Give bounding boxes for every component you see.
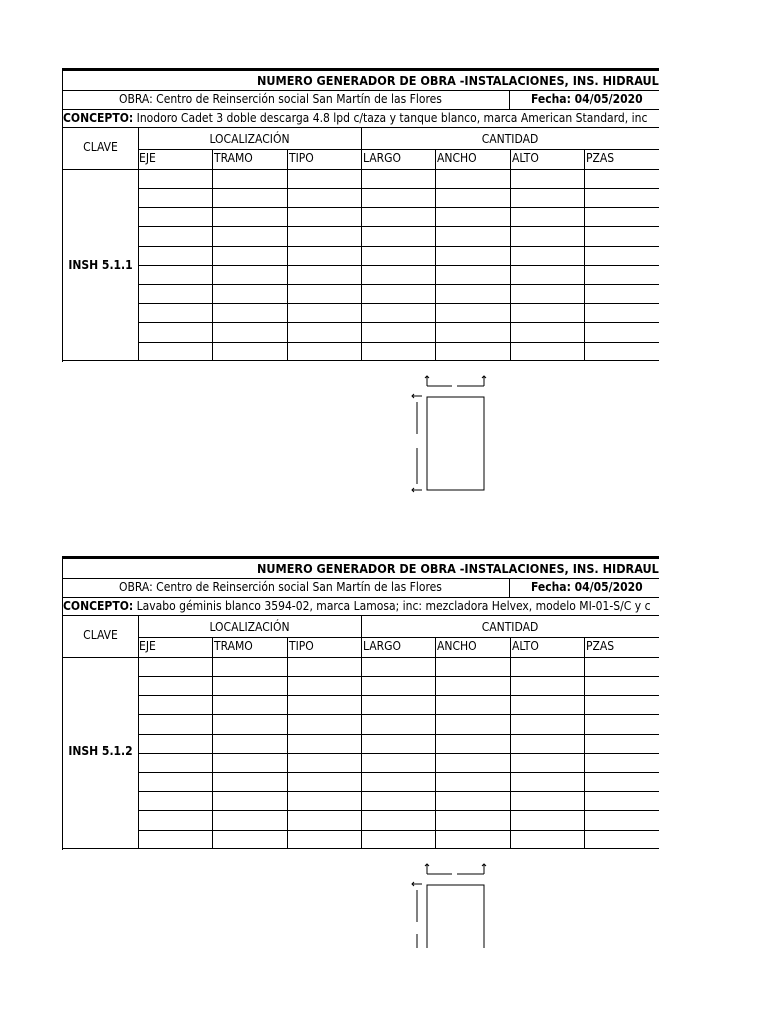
row-divider: [138, 284, 659, 285]
row-divider: [138, 772, 659, 773]
clave-header: CLAVE: [83, 140, 118, 154]
clave-value: INSH 5.1.2: [68, 744, 133, 758]
column-header-alto: ALTO: [512, 151, 539, 165]
row-divider: [63, 169, 659, 170]
localizacion-header: LOCALIZACIÓN: [209, 620, 290, 634]
fixture-outline: [427, 397, 484, 490]
col-divider: [212, 149, 213, 361]
obra-row: [63, 91, 659, 110]
concepto-text: Lavabo géminis blanco 3594-02, marca Lamosa; inc: mezcladora Helvex, modelo MI-01-S/C y c: [133, 599, 651, 613]
row-divider: [138, 734, 659, 735]
row-divider: [138, 303, 659, 304]
concepto-label: CONCEPTO:: [63, 599, 134, 613]
row-divider: [138, 676, 659, 677]
column-header-pzas: PZAS: [586, 151, 615, 165]
row-divider: [138, 322, 659, 323]
generator-sheet-1: [62, 68, 659, 362]
concepto-row: [63, 110, 659, 128]
column-header-tipo: TIPO: [289, 639, 314, 653]
column-header-eje: EJE: [139, 639, 156, 653]
col-divider: [361, 616, 362, 849]
row-divider: [138, 714, 659, 715]
concepto-text: Inodoro Cadet 3 doble descarga 4.8 lpd c/taza y tanque blanco, marca American Standard, inc: [133, 111, 648, 125]
column-header-pzas: PZAS: [586, 639, 615, 653]
fixture-outline: [427, 885, 484, 948]
col-divider: [510, 149, 511, 361]
column-header-largo: LARGO: [363, 639, 402, 653]
clave-value: INSH 5.1.1: [68, 258, 133, 272]
col-divider: [584, 637, 585, 849]
col-divider: [510, 637, 511, 849]
column-header-tipo: TIPO: [289, 151, 314, 165]
obra-label: OBRA: Centro de Reinserción social San Martín de las Flores: [119, 580, 442, 594]
cantidad-header: CANTIDAD: [481, 620, 539, 634]
col-divider: [584, 149, 585, 361]
row-divider: [138, 265, 659, 266]
row-divider: [63, 657, 659, 658]
row-divider: [138, 342, 659, 343]
cell-divider: [509, 579, 510, 598]
col-divider: [361, 128, 362, 361]
row-divider: [138, 810, 659, 811]
column-header-alto: ALTO: [512, 639, 539, 653]
col-divider: [287, 149, 288, 361]
column-header-ancho: ANCHO: [437, 639, 477, 653]
localizacion-header: LOCALIZACIÓN: [209, 132, 290, 146]
row-divider: [138, 830, 659, 831]
sheet-title: NUMERO GENERADOR DE OBRA -INSTALACIONES, INS. HIDRAUL: [63, 559, 659, 579]
row-divider: [138, 226, 659, 227]
row-divider: [138, 695, 659, 696]
obra-row: [63, 579, 659, 598]
column-header-ancho: ANCHO: [437, 151, 477, 165]
column-header-largo: LARGO: [363, 151, 402, 165]
concepto-label: CONCEPTO:: [63, 111, 134, 125]
col-divider: [212, 637, 213, 849]
row-divider: [138, 791, 659, 792]
obra-label: OBRA: Centro de Reinserción social San Martín de las Flores: [119, 92, 442, 106]
cantidad-header: CANTIDAD: [481, 132, 539, 146]
arrow-icon: [412, 394, 414, 492]
col-divider: [435, 149, 436, 361]
cell-divider: [509, 91, 510, 110]
column-header-tramo: TRAMO: [214, 151, 253, 165]
concepto-row: [63, 598, 659, 616]
sheet-title: NUMERO GENERADOR DE OBRA -INSTALACIONES, INS. HIDRAUL: [63, 71, 659, 91]
fecha-label: Fecha: 04/05/2020: [531, 580, 643, 594]
quantity-table: [63, 616, 659, 849]
arrow-icon: [425, 864, 486, 866]
dimension-drawing: [408, 860, 498, 948]
fecha-label: Fecha: 04/05/2020: [531, 92, 643, 106]
column-header-tramo: TRAMO: [214, 639, 253, 653]
column-header-eje: EJE: [139, 151, 156, 165]
row-divider: [138, 753, 659, 754]
arrow-icon: [425, 376, 486, 378]
clave-header: CLAVE: [83, 628, 118, 642]
generator-sheet-2: [62, 556, 659, 850]
col-divider: [287, 637, 288, 849]
row-divider: [138, 207, 659, 208]
row-divider: [138, 188, 659, 189]
col-divider: [435, 637, 436, 849]
dimension-drawing: [408, 372, 498, 496]
quantity-table: [63, 128, 659, 361]
row-divider: [138, 246, 659, 247]
